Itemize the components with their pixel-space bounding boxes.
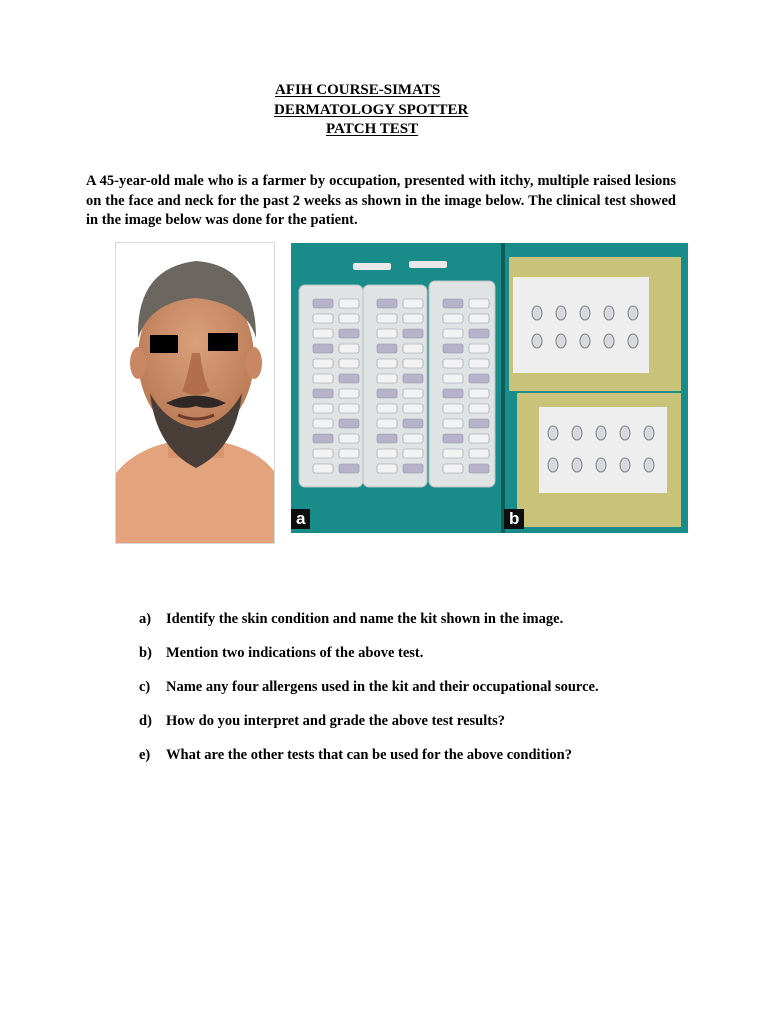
patch-chamber [596,426,606,440]
allergen-vial [313,344,333,353]
allergen-vial [377,404,397,413]
allergen-vial [403,344,423,353]
allergen-vial [469,389,489,398]
allergen-vial [339,299,359,308]
question-e [139,747,572,764]
allergen-vial [313,299,333,308]
allergen-vial [339,359,359,368]
allergen-vial [403,314,423,323]
allergen-vial [403,419,423,428]
allergen-vial [313,329,333,338]
case-description: A 45-year-old male who is a farmer by occupation, presented with itchy, multiple raised lesions on the face and neck for the past 2 weeks as shown in the image below. The clinical test showed in the image below was done for the patient. [86,173,676,228]
allergen-vial [443,344,463,353]
question-label: a) [139,611,152,627]
allergen-vial [469,449,489,458]
patch-chamber [580,334,590,348]
allergen-vial [403,464,423,473]
patch-chamber [556,306,566,320]
allergen-vial [443,464,463,473]
allergen-vial [377,464,397,473]
allergen-vial [339,314,359,323]
question-text: Name any four allergens used in the kit and their occupational source. [166,679,599,695]
allergen-vial [469,404,489,413]
allergen-vial [339,389,359,398]
allergen-vial [403,449,423,458]
allergen-vial [403,434,423,443]
patch-chamber [604,334,614,348]
patch-chamber [580,306,590,320]
allergen-vial [339,419,359,428]
document-topic: PATCH TEST [326,121,419,137]
allergen-vial [377,299,397,308]
question-text: Identify the skin condition and name the kit shown in the image. [166,611,564,627]
allergen-vial [403,389,423,398]
allergen-vial [469,299,489,308]
allergen-vial [377,329,397,338]
patch-chamber [596,458,606,472]
allergen-vial [443,314,463,323]
question-c [139,679,599,696]
allergen-vial [469,314,489,323]
allergen-vial [313,389,333,398]
panel-a-label: a [291,509,310,529]
allergen-vial [469,434,489,443]
allergen-vial [313,404,333,413]
allergen-vial [377,419,397,428]
allergen-vial [443,374,463,383]
patch-chamber [644,458,654,472]
allergen-vial [339,329,359,338]
patch-chamber [604,306,614,320]
allergen-vial [469,329,489,338]
allergen-vial [469,359,489,368]
panel-b-label: b [504,509,524,529]
patch-chamber [532,306,542,320]
patch-chamber [620,458,630,472]
allergen-vial [469,419,489,428]
patch-chamber [628,306,638,320]
allergen-vial [403,329,423,338]
allergen-vial [403,299,423,308]
patch-chamber [572,458,582,472]
allergen-vial [313,449,333,458]
allergen-vial [443,359,463,368]
patch-chamber [556,334,566,348]
question-text: How do you interpret and grade the above test results? [166,713,505,729]
allergen-vial [339,344,359,353]
allergen-vial [339,464,359,473]
allergen-vial [339,449,359,458]
allergen-vial [377,389,397,398]
allergen-vial [443,449,463,458]
allergen-vial [377,344,397,353]
allergen-vial [469,344,489,353]
question-label: e) [139,747,151,763]
allergen-vial [313,419,333,428]
allergen-vial [313,359,333,368]
allergen-vial [313,464,333,473]
allergen-vial [443,389,463,398]
allergen-vial [403,374,423,383]
allergen-vial [469,374,489,383]
allergen-vial [403,359,423,368]
patch-chamber [572,426,582,440]
allergen-vial [469,464,489,473]
patch-test-kit-photo [291,243,688,533]
patch-chamber [548,426,558,440]
patch-chamber [548,458,558,472]
patch-chamber [628,334,638,348]
question-label: b) [139,645,152,661]
patch-chamber [532,334,542,348]
patient-photo [115,242,275,544]
allergen-vial [313,374,333,383]
question-text: Mention two indications of the above test. [166,645,424,661]
allergen-vial [313,434,333,443]
patch-chamber [620,426,630,440]
allergen-vial [403,404,423,413]
allergen-vial [443,329,463,338]
allergen-vial [339,374,359,383]
allergen-vial [443,299,463,308]
allergen-vial [339,434,359,443]
allergen-vial [377,314,397,323]
allergen-vial [443,404,463,413]
allergen-vial [377,434,397,443]
question-a [139,611,563,628]
allergen-vial [313,314,333,323]
question-label: d) [139,713,152,729]
allergen-vial [443,434,463,443]
document-title: AFIH COURSE-SIMATS [275,82,441,98]
allergen-vial [443,419,463,428]
question-text: What are the other tests that can be used for the above condition? [166,747,572,763]
document-subtitle: DERMATOLOGY SPOTTER [274,102,469,118]
allergen-vial [377,359,397,368]
patch-chamber [644,426,654,440]
question-d [139,713,505,730]
question-b [139,645,423,662]
allergen-vial [339,404,359,413]
allergen-vial [377,449,397,458]
question-label: c) [139,679,151,695]
allergen-vial [377,374,397,383]
